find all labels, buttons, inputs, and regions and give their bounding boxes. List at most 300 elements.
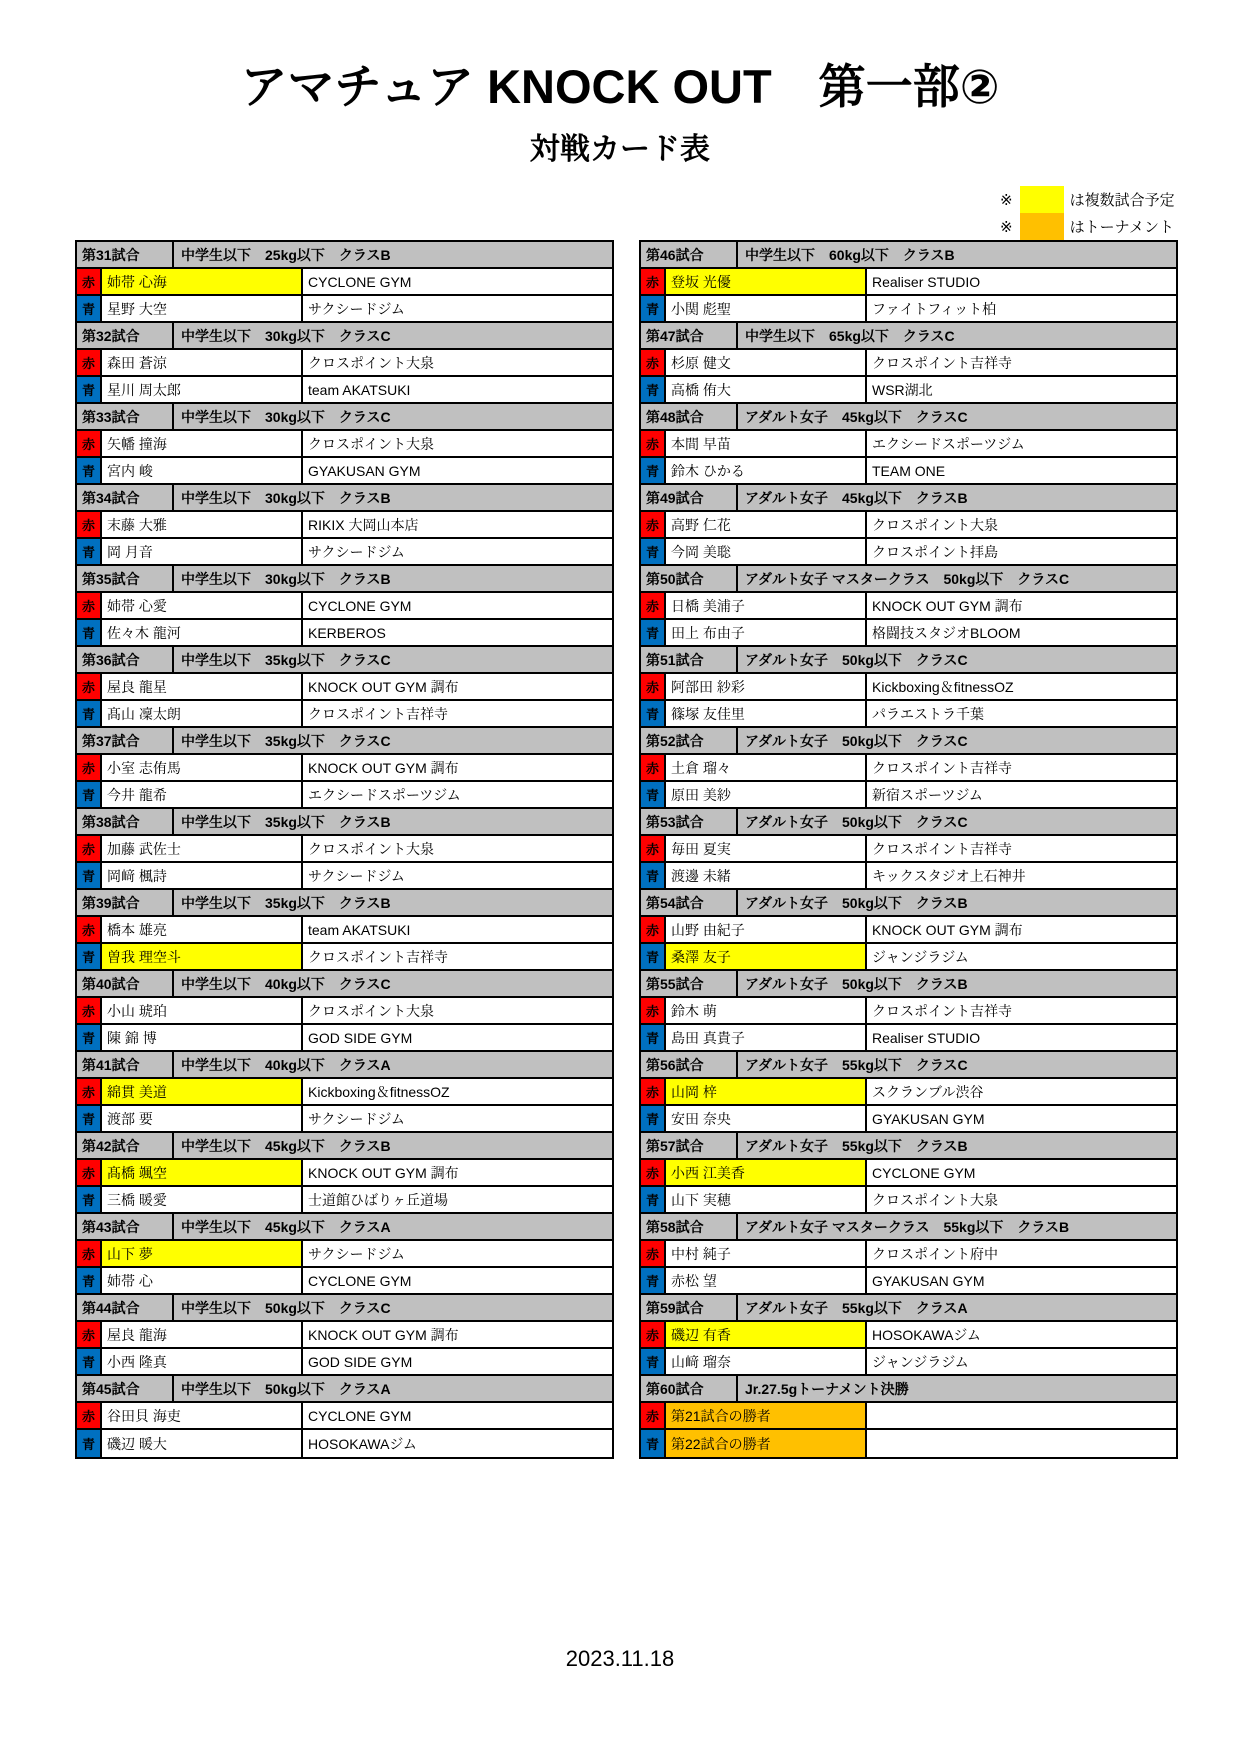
red-fighter-gym: Realiser STUDIO <box>872 273 981 290</box>
red-fighter-name: 中村 純子 <box>666 1241 867 1266</box>
red-fighter-gym: スクランブル渋谷 <box>872 1083 984 1100</box>
blue-fighter-row <box>641 539 1176 566</box>
red-corner-label: 赤 <box>77 1160 102 1185</box>
red-fighter-row <box>641 1079 1176 1106</box>
blue-fighter-gym <box>867 1430 1176 1457</box>
blue-fighter-gym: パラエストラ千葉 <box>872 705 984 722</box>
match-block <box>641 1376 1176 1457</box>
red-fighter-row <box>77 512 612 539</box>
red-fighter-name: 谷田貝 海吏 <box>102 1403 303 1428</box>
red-fighter-gym: エクシードスポーツジム <box>872 435 1025 452</box>
red-fighter-name: 登坂 光優 <box>666 269 867 294</box>
match-block <box>641 485 1176 566</box>
blue-fighter-name: 小西 隆真 <box>102 1349 303 1374</box>
match-header-row <box>77 1133 612 1160</box>
red-fighter-gym: KNOCK OUT GYM 調布 <box>872 597 1023 614</box>
red-corner-label: 赤 <box>641 836 666 861</box>
match-header-row <box>641 485 1176 512</box>
blue-corner-label: 青 <box>77 620 102 645</box>
red-fighter-gym: クロスポイント吉祥寺 <box>872 1002 1012 1019</box>
match-table-right <box>639 240 1178 1459</box>
blue-fighter-name: 島田 真貴子 <box>666 1025 867 1050</box>
red-corner-label: 赤 <box>641 269 666 294</box>
red-corner-label: 赤 <box>641 1079 666 1104</box>
blue-corner-label: 青 <box>641 377 666 402</box>
match-header-row <box>77 728 612 755</box>
red-corner-label: 赤 <box>77 836 102 861</box>
red-fighter-name: 日橋 美浦子 <box>666 593 867 618</box>
red-fighter-gym: Kickboxing＆fitnessOZ <box>872 678 1014 695</box>
blue-fighter-row <box>641 1106 1176 1133</box>
match-category: 中学生以下 60kg以下 クラスB <box>745 246 955 263</box>
blue-fighter-name: 鈴木 ひかる <box>666 458 867 483</box>
blue-fighter-row <box>641 1187 1176 1214</box>
red-fighter-name: 阿部田 紗彩 <box>666 674 867 699</box>
red-corner-label: 赤 <box>641 1322 666 1347</box>
match-number: 第60試合 <box>641 1376 738 1401</box>
match-category: 中学生以下 35kg以下 クラスB <box>181 894 391 911</box>
match-header-row <box>641 1214 1176 1241</box>
blue-fighter-gym: Realiser STUDIO <box>872 1029 981 1046</box>
red-corner-label: 赤 <box>77 1241 102 1266</box>
match-header-row <box>77 566 612 593</box>
blue-fighter-name: 高橋 侑大 <box>666 377 867 402</box>
red-fighter-name: 土倉 瑠々 <box>666 755 867 780</box>
blue-fighter-gym: クロスポイント大泉 <box>872 1191 998 1208</box>
match-category: アダルト女子 50kg以下 クラスC <box>745 651 968 668</box>
match-category: アダルト女子 55kg以下 クラスB <box>745 1137 968 1154</box>
match-block <box>77 1376 612 1457</box>
blue-fighter-gym: ファイトフィット柏 <box>872 300 997 317</box>
blue-corner-label: 青 <box>641 1106 666 1131</box>
match-category: 中学生以下 45kg以下 クラスB <box>181 1137 391 1154</box>
match-block <box>77 890 612 971</box>
match-number: 第58試合 <box>641 1214 738 1239</box>
red-corner-label: 赤 <box>641 593 666 618</box>
page-subtitle: 対戦カード表 <box>530 133 710 166</box>
blue-fighter-name: 赤松 望 <box>666 1268 867 1293</box>
red-fighter-gym: KNOCK OUT GYM 調布 <box>872 921 1023 938</box>
match-header-row <box>641 566 1176 593</box>
red-fighter-row <box>641 431 1176 458</box>
blue-fighter-row <box>641 1430 1176 1457</box>
red-fighter-row <box>641 1322 1176 1349</box>
red-fighter-row <box>77 350 612 377</box>
red-fighter-row <box>641 512 1176 539</box>
blue-fighter-row <box>77 377 612 404</box>
match-number: 第33試合 <box>77 404 174 429</box>
red-fighter-gym: クロスポイント吉祥寺 <box>872 759 1012 776</box>
match-header-row <box>641 1295 1176 1322</box>
legend-label: は複数試合予定 <box>1069 192 1175 209</box>
match-block <box>77 1133 612 1214</box>
match-header-row <box>77 404 612 431</box>
blue-corner-label: 青 <box>641 296 666 321</box>
red-corner-label: 赤 <box>77 998 102 1023</box>
red-fighter-gym: クロスポイント府中 <box>872 1245 998 1262</box>
red-fighter-gym: クロスポイント大泉 <box>872 516 998 533</box>
red-fighter-name: 本間 早苗 <box>666 431 867 456</box>
red-fighter-gym: team AKATSUKI <box>308 921 411 938</box>
match-block <box>641 728 1176 809</box>
red-fighter-row <box>77 269 612 296</box>
match-block <box>641 242 1176 323</box>
match-number: 第43試合 <box>77 1214 174 1239</box>
legend-row-tournament <box>1000 213 1175 240</box>
match-number: 第52試合 <box>641 728 738 753</box>
match-header-row <box>77 323 612 350</box>
blue-fighter-name: 岡 月音 <box>102 539 303 564</box>
blue-fighter-name: 三橋 暖愛 <box>102 1187 303 1212</box>
match-header-row <box>77 890 612 917</box>
red-fighter-gym: クロスポイント大泉 <box>308 840 434 857</box>
blue-corner-label: 青 <box>77 944 102 969</box>
match-category: アダルト女子 55kg以下 クラスC <box>745 1056 968 1073</box>
blue-fighter-row <box>641 377 1176 404</box>
match-number: 第56試合 <box>641 1052 738 1077</box>
blue-fighter-gym: GYAKUSAN GYM <box>308 462 421 479</box>
blue-fighter-row <box>77 1106 612 1133</box>
match-number: 第39試合 <box>77 890 174 915</box>
match-category: Jr.27.5gトーナメント決勝 <box>745 1380 909 1397</box>
blue-corner-label: 青 <box>77 1430 102 1457</box>
match-block <box>77 647 612 728</box>
red-corner-label: 赤 <box>641 1241 666 1266</box>
red-fighter-name: 小西 江美香 <box>666 1160 867 1185</box>
match-header-row <box>641 323 1176 350</box>
blue-corner-label: 青 <box>641 1430 666 1457</box>
match-header-row <box>77 1295 612 1322</box>
match-header-row <box>641 971 1176 998</box>
blue-fighter-gym: team AKATSUKI <box>308 381 411 398</box>
blue-fighter-name: 星川 周太郎 <box>102 377 303 402</box>
match-number: 第47試合 <box>641 323 738 348</box>
red-fighter-row <box>641 998 1176 1025</box>
red-corner-label: 赤 <box>77 1079 102 1104</box>
match-block <box>641 1214 1176 1295</box>
match-block <box>641 404 1176 485</box>
blue-fighter-row <box>77 863 612 890</box>
red-fighter-name: 山下 夢 <box>102 1241 303 1266</box>
red-corner-label: 赤 <box>641 1403 666 1428</box>
match-category: 中学生以下 35kg以下 クラスB <box>181 813 391 830</box>
match-number: 第35試合 <box>77 566 174 591</box>
blue-fighter-row <box>77 1025 612 1052</box>
red-corner-label: 赤 <box>77 755 102 780</box>
blue-fighter-gym: サクシードジム <box>308 543 405 560</box>
legend-label: はトーナメント <box>1069 219 1174 236</box>
match-number: 第55試合 <box>641 971 738 996</box>
blue-fighter-gym: GOD SIDE GYM <box>308 1353 413 1370</box>
match-category: 中学生以下 30kg以下 クラスC <box>181 327 391 344</box>
red-fighter-gym: RIKIX 大岡山本店 <box>308 516 419 533</box>
blue-fighter-name: 桑澤 友子 <box>666 944 867 969</box>
red-corner-label: 赤 <box>641 1160 666 1185</box>
red-fighter-row <box>77 917 612 944</box>
blue-fighter-gym: クロスポイント拝島 <box>872 543 998 560</box>
red-fighter-name: 姉帯 心愛 <box>102 593 303 618</box>
blue-fighter-gym: サクシードジム <box>308 867 405 884</box>
red-fighter-gym: CYCLONE GYM <box>308 273 412 290</box>
legend-asterisk: ※ <box>1000 191 1013 209</box>
blue-fighter-row <box>641 620 1176 647</box>
match-block <box>77 728 612 809</box>
red-fighter-gym: サクシードジム <box>308 1245 405 1262</box>
blue-fighter-row <box>77 1430 612 1457</box>
red-fighter-gym: CYCLONE GYM <box>872 1164 976 1181</box>
blue-fighter-name: 髙山 凜太朗 <box>102 701 303 726</box>
legend <box>1000 186 1175 240</box>
red-fighter-name: 橋本 雄亮 <box>102 917 303 942</box>
match-category: アダルト女子 45kg以下 クラスB <box>745 489 968 506</box>
blue-corner-label: 青 <box>77 782 102 807</box>
red-fighter-row <box>641 674 1176 701</box>
blue-corner-label: 青 <box>641 458 666 483</box>
red-fighter-row <box>77 998 612 1025</box>
red-fighter-row <box>641 1160 1176 1187</box>
match-header-row <box>77 1214 612 1241</box>
blue-corner-label: 青 <box>77 1268 102 1293</box>
red-corner-label: 赤 <box>641 512 666 537</box>
match-block <box>77 809 612 890</box>
blue-fighter-gym: KERBEROS <box>308 624 386 641</box>
match-header-row <box>641 404 1176 431</box>
blue-corner-label: 青 <box>641 701 666 726</box>
blue-fighter-name: 山下 実穂 <box>666 1187 867 1212</box>
match-number: 第38試合 <box>77 809 174 834</box>
blue-fighter-name: 今岡 美聡 <box>666 539 867 564</box>
red-fighter-name: 末藤 大雅 <box>102 512 303 537</box>
red-fighter-row <box>641 593 1176 620</box>
match-block <box>641 809 1176 890</box>
match-number: 第40試合 <box>77 971 174 996</box>
blue-fighter-row <box>641 782 1176 809</box>
match-category: 中学生以下 35kg以下 クラスC <box>181 651 391 668</box>
match-category: 中学生以下 25kg以下 クラスB <box>181 246 391 263</box>
red-corner-label: 赤 <box>77 917 102 942</box>
match-table-left <box>75 240 614 1459</box>
red-fighter-row <box>641 350 1176 377</box>
blue-fighter-row <box>77 701 612 728</box>
match-header-row <box>77 971 612 998</box>
blue-fighter-row <box>77 944 612 971</box>
blue-fighter-gym: GYAKUSAN GYM <box>872 1110 985 1127</box>
match-category: 中学生以下 45kg以下 クラスA <box>181 1218 391 1235</box>
match-block <box>77 485 612 566</box>
match-category: アダルト女子 マスタークラス 50kg以下 クラスC <box>745 570 1070 587</box>
match-category: 中学生以下 50kg以下 クラスA <box>181 1380 391 1397</box>
red-fighter-row <box>77 431 612 458</box>
match-number: 第37試合 <box>77 728 174 753</box>
blue-fighter-name: 安田 奈央 <box>666 1106 867 1131</box>
match-number: 第44試合 <box>77 1295 174 1320</box>
red-fighter-gym: KNOCK OUT GYM 調布 <box>308 1326 459 1343</box>
red-fighter-name: 屋良 龍星 <box>102 674 303 699</box>
red-fighter-name: 髙橋 颯空 <box>102 1160 303 1185</box>
blue-fighter-name: 曽我 理空斗 <box>102 944 303 969</box>
blue-fighter-gym: サクシードジム <box>308 1110 405 1127</box>
match-block <box>77 242 612 323</box>
blue-fighter-name: 陳 錦 博 <box>102 1025 303 1050</box>
match-number: 第34試合 <box>77 485 174 510</box>
blue-fighter-row <box>641 458 1176 485</box>
match-category: アダルト女子 50kg以下 クラスC <box>745 732 968 749</box>
blue-fighter-row <box>641 1025 1176 1052</box>
blue-fighter-gym: 格闘技スタジオBLOOM <box>872 624 1021 641</box>
match-block <box>77 1214 612 1295</box>
blue-corner-label: 青 <box>77 701 102 726</box>
match-number: 第41試合 <box>77 1052 174 1077</box>
match-block <box>77 404 612 485</box>
red-corner-label: 赤 <box>77 1322 102 1347</box>
red-fighter-row <box>641 269 1176 296</box>
match-number: 第51試合 <box>641 647 738 672</box>
blue-fighter-gym: ジャンジラジム <box>872 948 969 965</box>
page-title: アマチュア KNOCK OUT 第一部② <box>240 60 1000 113</box>
blue-fighter-gym: 士道館ひばりヶ丘道場 <box>308 1191 448 1208</box>
red-corner-label: 赤 <box>77 1403 102 1428</box>
blue-corner-label: 青 <box>77 863 102 888</box>
blue-corner-label: 青 <box>77 296 102 321</box>
blue-fighter-gym: キックスタジオ上石神井 <box>872 867 1026 884</box>
match-header-row <box>77 1376 612 1403</box>
blue-corner-label: 青 <box>77 377 102 402</box>
blue-corner-label: 青 <box>641 863 666 888</box>
match-header-row <box>641 728 1176 755</box>
match-number: 第48試合 <box>641 404 738 429</box>
yellow-swatch <box>1020 186 1064 213</box>
red-fighter-row <box>641 836 1176 863</box>
match-block <box>641 971 1176 1052</box>
match-header-row <box>641 647 1176 674</box>
blue-fighter-row <box>77 1349 612 1376</box>
blue-fighter-row <box>641 1349 1176 1376</box>
blue-fighter-row <box>77 620 612 647</box>
red-fighter-name: 矢幡 撞海 <box>102 431 303 456</box>
match-block <box>77 323 612 404</box>
red-fighter-name: 加藤 武佐士 <box>102 836 303 861</box>
match-number: 第36試合 <box>77 647 174 672</box>
red-corner-label: 赤 <box>641 431 666 456</box>
blue-corner-label: 青 <box>641 1025 666 1050</box>
red-fighter-row <box>641 917 1176 944</box>
blue-fighter-gym: WSR湖北 <box>872 381 933 398</box>
red-fighter-row <box>77 1403 612 1430</box>
blue-fighter-name: 磯辺 暖大 <box>102 1430 303 1457</box>
orange-swatch <box>1020 213 1064 240</box>
red-fighter-name: 屋良 龍海 <box>102 1322 303 1347</box>
red-fighter-gym: Kickboxing＆fitnessOZ <box>308 1083 450 1100</box>
match-header-row <box>641 1052 1176 1079</box>
match-number: 第46試合 <box>641 242 738 267</box>
match-category: アダルト女子 50kg以下 クラスB <box>745 894 968 911</box>
blue-fighter-row <box>641 944 1176 971</box>
match-number: 第31試合 <box>77 242 174 267</box>
red-fighter-gym <box>867 1403 1176 1428</box>
blue-fighter-gym: クロスポイント吉祥寺 <box>308 705 448 722</box>
match-header-row <box>641 890 1176 917</box>
blue-corner-label: 青 <box>77 1349 102 1374</box>
match-block <box>641 1052 1176 1133</box>
blue-fighter-name: 小関 彪聖 <box>666 296 867 321</box>
blue-corner-label: 青 <box>77 1025 102 1050</box>
red-fighter-name: 鈴木 萌 <box>666 998 867 1023</box>
blue-fighter-gym: GOD SIDE GYM <box>308 1029 413 1046</box>
match-number: 第54試合 <box>641 890 738 915</box>
red-fighter-gym: クロスポイント大泉 <box>308 1002 434 1019</box>
match-header-row <box>641 809 1176 836</box>
blue-fighter-row <box>77 296 612 323</box>
match-category: アダルト女子 マスタークラス 55kg以下 クラスB <box>745 1218 1070 1235</box>
blue-fighter-gym: エクシードスポーツジム <box>308 786 461 803</box>
match-block <box>641 890 1176 971</box>
blue-fighter-gym: ジャンジラジム <box>872 1353 969 1370</box>
match-category: 中学生以下 30kg以下 クラスB <box>181 489 391 506</box>
legend-row-multi-match <box>1000 186 1175 213</box>
match-header-row <box>77 647 612 674</box>
blue-corner-label: 青 <box>641 944 666 969</box>
blue-corner-label: 青 <box>77 1106 102 1131</box>
red-fighter-name: 姉帯 心海 <box>102 269 303 294</box>
blue-fighter-name: 篠塚 友佳里 <box>666 701 867 726</box>
blue-fighter-gym: 新宿スポーツジム <box>872 786 983 803</box>
match-number: 第49試合 <box>641 485 738 510</box>
match-number: 第53試合 <box>641 809 738 834</box>
blue-fighter-row <box>77 539 612 566</box>
red-corner-label: 赤 <box>641 350 666 375</box>
blue-corner-label: 青 <box>641 1268 666 1293</box>
red-fighter-row <box>77 1160 612 1187</box>
match-header-row <box>77 1052 612 1079</box>
blue-fighter-name: 姉帯 心 <box>102 1268 303 1293</box>
red-fighter-name: 磯辺 有香 <box>666 1322 867 1347</box>
red-corner-label: 赤 <box>641 998 666 1023</box>
red-fighter-name: 毎田 夏実 <box>666 836 867 861</box>
red-fighter-name: 杉原 健文 <box>666 350 867 375</box>
match-block <box>641 647 1176 728</box>
match-number: 第32試合 <box>77 323 174 348</box>
match-number: 第57試合 <box>641 1133 738 1158</box>
match-category: 中学生以下 35kg以下 クラスC <box>181 732 391 749</box>
match-category: 中学生以下 50kg以下 クラスC <box>181 1299 391 1316</box>
match-number: 第42試合 <box>77 1133 174 1158</box>
match-category: 中学生以下 40kg以下 クラスC <box>181 975 391 992</box>
match-category: 中学生以下 30kg以下 クラスB <box>181 570 391 587</box>
match-category: アダルト女子 50kg以下 クラスC <box>745 813 968 830</box>
red-fighter-row <box>77 1241 612 1268</box>
red-fighter-gym: クロスポイント大泉 <box>308 354 434 371</box>
red-corner-label: 赤 <box>77 512 102 537</box>
blue-fighter-gym: HOSOKAWAジム <box>308 1435 417 1452</box>
red-fighter-name: 山岡 梓 <box>666 1079 867 1104</box>
match-block <box>77 1295 612 1376</box>
red-fighter-row <box>641 755 1176 782</box>
blue-corner-label: 青 <box>641 1349 666 1374</box>
red-fighter-row <box>641 1403 1176 1430</box>
red-fighter-name: 小室 志侑馬 <box>102 755 303 780</box>
blue-corner-label: 青 <box>77 458 102 483</box>
match-category: 中学生以下 40kg以下 クラスA <box>181 1056 391 1073</box>
red-fighter-gym: HOSOKAWAジム <box>872 1326 981 1343</box>
blue-corner-label: 青 <box>641 539 666 564</box>
match-header-row <box>641 242 1176 269</box>
blue-fighter-name: 原田 美紗 <box>666 782 867 807</box>
blue-fighter-gym: GYAKUSAN GYM <box>872 1272 985 1289</box>
match-header-row <box>77 242 612 269</box>
match-block <box>641 566 1176 647</box>
red-fighter-row <box>641 1241 1176 1268</box>
blue-fighter-row <box>77 1268 612 1295</box>
